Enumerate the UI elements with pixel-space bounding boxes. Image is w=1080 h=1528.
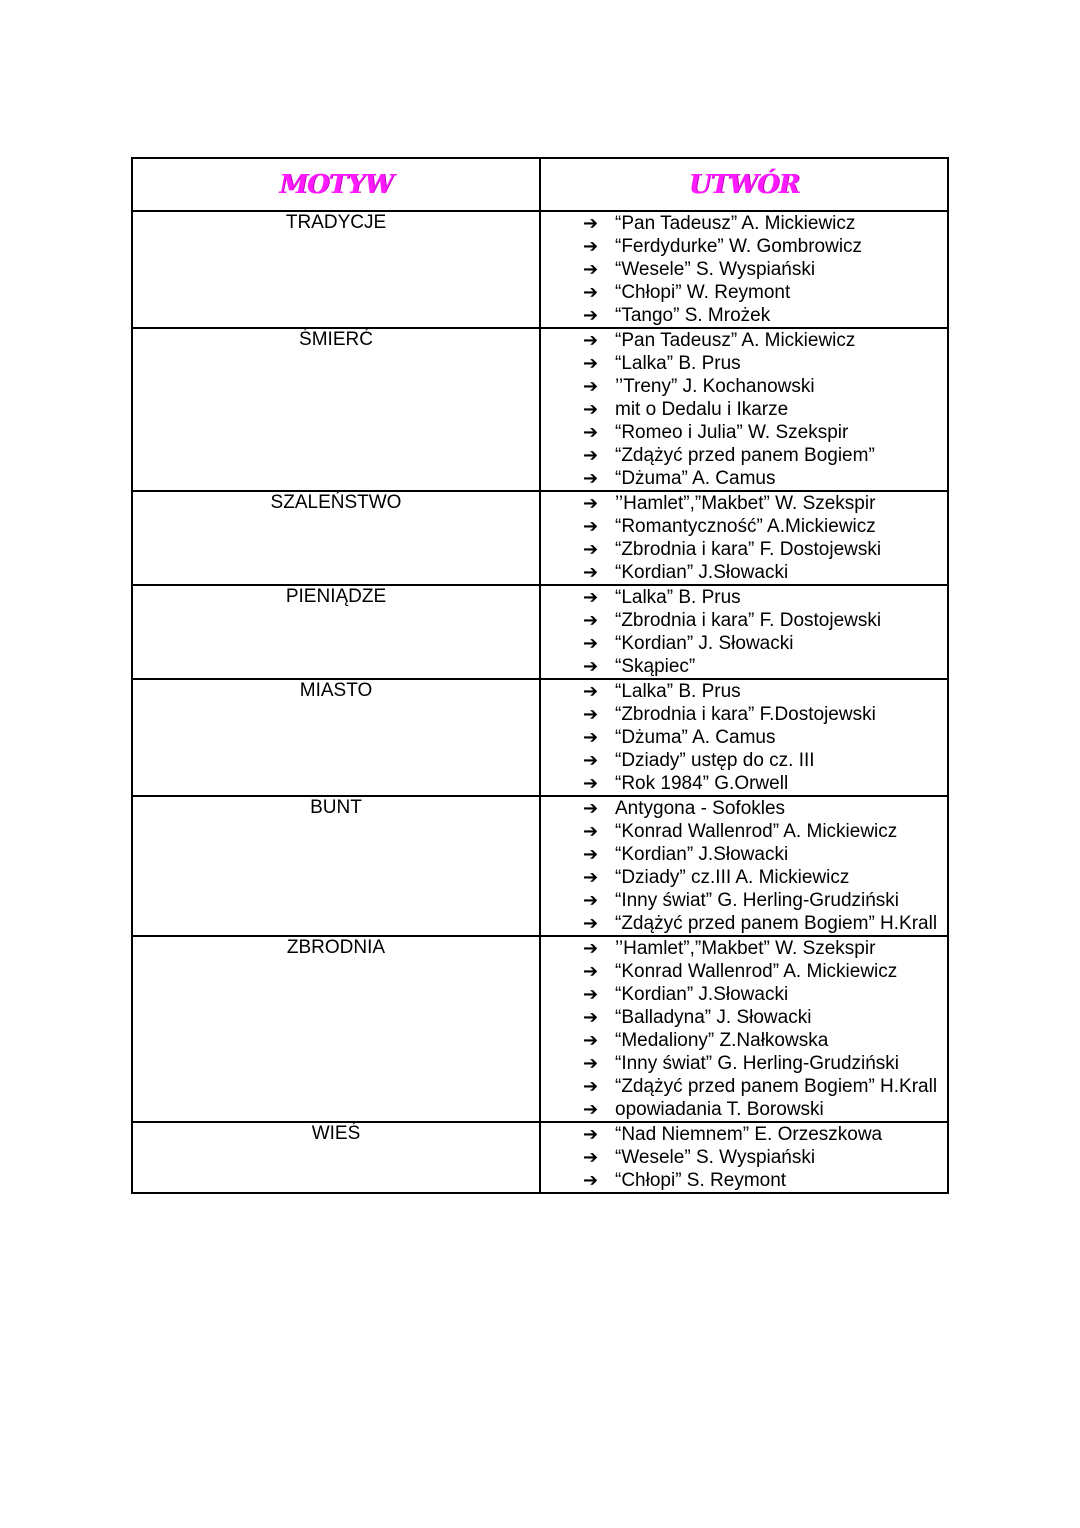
works-list <box>541 586 947 678</box>
list-item <box>583 421 947 444</box>
list-item <box>583 960 947 983</box>
work-title: “Konrad Wallenrod” A. Mickiewicz <box>615 961 898 982</box>
works-cell <box>540 328 948 491</box>
list-item <box>583 212 947 235</box>
list-item <box>583 937 947 960</box>
list-item <box>583 843 947 866</box>
right-arrow-icon: ➔ <box>583 562 599 583</box>
right-arrow-icon: ➔ <box>583 681 599 702</box>
list-item <box>583 609 947 632</box>
work-title: mit o Dedalu i Ikarze <box>615 399 789 420</box>
list-item <box>583 515 947 538</box>
right-arrow-icon: ➔ <box>583 353 599 374</box>
right-arrow-icon: ➔ <box>583 844 599 865</box>
list-item <box>583 1029 947 1052</box>
works-list <box>541 680 947 795</box>
list-item <box>583 1123 947 1146</box>
right-arrow-icon: ➔ <box>583 821 599 842</box>
work-title: “Inny świat” G. Herling-Grudziński <box>615 890 900 911</box>
right-arrow-icon: ➔ <box>583 656 599 677</box>
motif-table <box>131 157 949 1194</box>
work-title: “Inny świat” G. Herling-Grudziński <box>615 1053 900 1074</box>
work-title: “Tango” S. Mrożek <box>615 305 771 326</box>
list-item <box>583 912 947 935</box>
list-item <box>583 1006 947 1029</box>
table-row <box>132 491 948 585</box>
work-title: “Wesele” S. Wyspiański <box>615 1147 816 1168</box>
work-title: “Romantyczność” A.Mickiewicz <box>615 516 876 537</box>
right-arrow-icon: ➔ <box>583 587 599 608</box>
list-item <box>583 398 947 421</box>
motif-cell: BUNT <box>132 796 540 936</box>
right-arrow-icon: ➔ <box>583 330 599 351</box>
motif-cell: TRADYCJE <box>132 211 540 328</box>
list-item <box>583 1098 947 1121</box>
list-item <box>583 1075 947 1098</box>
right-arrow-icon: ➔ <box>583 399 599 420</box>
right-arrow-icon: ➔ <box>583 1053 599 1074</box>
list-item <box>583 866 947 889</box>
work-title: “Zdążyć przed panem Bogiem” H.Krall <box>615 1076 938 1097</box>
right-arrow-icon: ➔ <box>583 376 599 397</box>
table-row <box>132 585 948 679</box>
work-title: Antygona - Sofokles <box>615 798 786 819</box>
right-arrow-icon: ➔ <box>583 890 599 911</box>
work-title: ’’Hamlet”,”Makbet” W. Szekspir <box>615 938 876 959</box>
right-arrow-icon: ➔ <box>583 1076 599 1097</box>
right-arrow-icon: ➔ <box>583 1030 599 1051</box>
table-header-row <box>132 158 948 211</box>
work-title: “Balladyna” J. Słowacki <box>615 1007 812 1028</box>
right-arrow-icon: ➔ <box>583 1124 599 1145</box>
right-arrow-icon: ➔ <box>583 445 599 466</box>
list-item <box>583 726 947 749</box>
work-title: “Zbrodnia i kara” F.Dostojewski <box>615 704 876 725</box>
table-row <box>132 936 948 1122</box>
list-item <box>583 749 947 772</box>
header-cell-motif <box>132 158 540 211</box>
list-item <box>583 467 947 490</box>
list-item <box>583 444 947 467</box>
motif-cell: ZBRODNIA <box>132 936 540 1122</box>
table-body <box>132 211 948 1193</box>
works-cell <box>540 1122 948 1193</box>
right-arrow-icon: ➔ <box>583 213 599 234</box>
list-item <box>583 632 947 655</box>
table-row <box>132 796 948 936</box>
list-item <box>583 258 947 281</box>
motif-cell: PIENIĄDZE <box>132 585 540 679</box>
work-title: “Kordian” J. Słowacki <box>615 633 794 654</box>
works-list <box>541 937 947 1121</box>
motif-cell: SZALEŃSTWO <box>132 491 540 585</box>
works-cell <box>540 679 948 796</box>
work-title: “Romeo i Julia” W. Szekspir <box>615 422 849 443</box>
list-item <box>583 235 947 258</box>
right-arrow-icon: ➔ <box>583 750 599 771</box>
work-title: “Pan Tadeusz” A. Mickiewicz <box>615 213 856 234</box>
works-list <box>541 329 947 490</box>
right-arrow-icon: ➔ <box>583 961 599 982</box>
work-title: “Konrad Wallenrod” A. Mickiewicz <box>615 821 898 842</box>
table-row <box>132 211 948 328</box>
work-title: “Skąpiec” <box>615 656 696 677</box>
list-item <box>583 680 947 703</box>
right-arrow-icon: ➔ <box>583 236 599 257</box>
right-arrow-icon: ➔ <box>583 516 599 537</box>
work-title: “Dżuma” A. Camus <box>615 727 776 748</box>
work-title: “Chłopi” W. Reymont <box>615 282 791 303</box>
right-arrow-icon: ➔ <box>583 913 599 934</box>
work-title: “Lalka” B. Prus <box>615 353 741 374</box>
table-row <box>132 328 948 491</box>
right-arrow-icon: ➔ <box>583 1147 599 1168</box>
work-title: “Chłopi” S. Reymont <box>615 1170 787 1191</box>
work-title: “Kordian” J.Słowacki <box>615 844 789 865</box>
table-row <box>132 1122 948 1193</box>
list-item <box>583 281 947 304</box>
work-title: “Kordian” J.Słowacki <box>615 562 789 583</box>
list-item <box>583 1169 947 1192</box>
right-arrow-icon: ➔ <box>583 305 599 326</box>
work-title: “Dżuma” A. Camus <box>615 468 776 489</box>
list-item <box>583 703 947 726</box>
list-item <box>583 304 947 327</box>
right-arrow-icon: ➔ <box>583 1170 599 1191</box>
right-arrow-icon: ➔ <box>583 539 599 560</box>
works-cell <box>540 491 948 585</box>
right-arrow-icon: ➔ <box>583 798 599 819</box>
right-arrow-icon: ➔ <box>583 1007 599 1028</box>
work-title: “Ferdydurke” W. Gombrowicz <box>615 236 863 257</box>
list-item <box>583 561 947 584</box>
motif-cell: MIASTO <box>132 679 540 796</box>
list-item <box>583 492 947 515</box>
work-title: “Nad Niemnem” E. Orzeszkowa <box>615 1124 883 1145</box>
work-title: “Lalka” B. Prus <box>615 587 741 608</box>
right-arrow-icon: ➔ <box>583 633 599 654</box>
header-work: UTWÓR <box>688 169 800 200</box>
header-cell-work <box>540 158 948 211</box>
motif-cell: WIEŚ <box>132 1122 540 1193</box>
work-title: ’’Hamlet”,”Makbet” W. Szekspir <box>615 493 876 514</box>
list-item <box>583 655 947 678</box>
right-arrow-icon: ➔ <box>583 867 599 888</box>
work-title: opowiadania T. Borowski <box>615 1099 824 1120</box>
work-title: “Lalka” B. Prus <box>615 681 741 702</box>
work-title: ’’Treny” J. Kochanowski <box>615 376 815 397</box>
list-item <box>583 889 947 912</box>
list-item <box>583 797 947 820</box>
right-arrow-icon: ➔ <box>583 468 599 489</box>
work-title: “Zdążyć przed panem Bogiem” <box>615 445 875 466</box>
list-item <box>583 1146 947 1169</box>
right-arrow-icon: ➔ <box>583 282 599 303</box>
works-list <box>541 492 947 584</box>
list-item <box>583 329 947 352</box>
works-list <box>541 212 947 327</box>
list-item <box>583 820 947 843</box>
work-title: “Kordian” J.Słowacki <box>615 984 789 1005</box>
right-arrow-icon: ➔ <box>583 984 599 1005</box>
work-title: “Pan Tadeusz” A. Mickiewicz <box>615 330 856 351</box>
works-cell <box>540 211 948 328</box>
work-title: “Zbrodnia i kara” F. Dostojewski <box>615 610 882 631</box>
list-item <box>583 538 947 561</box>
work-title: “Dziady” cz.III A. Mickiewicz <box>615 867 850 888</box>
list-item <box>583 375 947 398</box>
right-arrow-icon: ➔ <box>583 1099 599 1120</box>
works-cell <box>540 796 948 936</box>
motif-cell: ŚMIERĆ <box>132 328 540 491</box>
work-title: “Zdążyć przed panem Bogiem” H.Krall <box>615 913 938 934</box>
right-arrow-icon: ➔ <box>583 422 599 443</box>
table-row <box>132 679 948 796</box>
works-cell <box>540 936 948 1122</box>
work-title: “Zbrodnia i kara” F. Dostojewski <box>615 539 882 560</box>
right-arrow-icon: ➔ <box>583 493 599 514</box>
list-item <box>583 586 947 609</box>
work-title: “Dziady” ustęp do cz. III <box>615 750 815 771</box>
list-item <box>583 1052 947 1075</box>
right-arrow-icon: ➔ <box>583 727 599 748</box>
work-title: “Medaliony” Z.Nałkowska <box>615 1030 829 1051</box>
list-item <box>583 352 947 375</box>
right-arrow-icon: ➔ <box>583 938 599 959</box>
header-motif: MOTYW <box>279 169 393 200</box>
works-list <box>541 797 947 935</box>
right-arrow-icon: ➔ <box>583 704 599 725</box>
work-title: “Rok 1984” G.Orwell <box>615 773 789 794</box>
right-arrow-icon: ➔ <box>583 259 599 280</box>
right-arrow-icon: ➔ <box>583 773 599 794</box>
right-arrow-icon: ➔ <box>583 610 599 631</box>
list-item <box>583 983 947 1006</box>
works-list <box>541 1123 947 1192</box>
work-title: “Wesele” S. Wyspiański <box>615 259 816 280</box>
list-item <box>583 772 947 795</box>
works-cell <box>540 585 948 679</box>
